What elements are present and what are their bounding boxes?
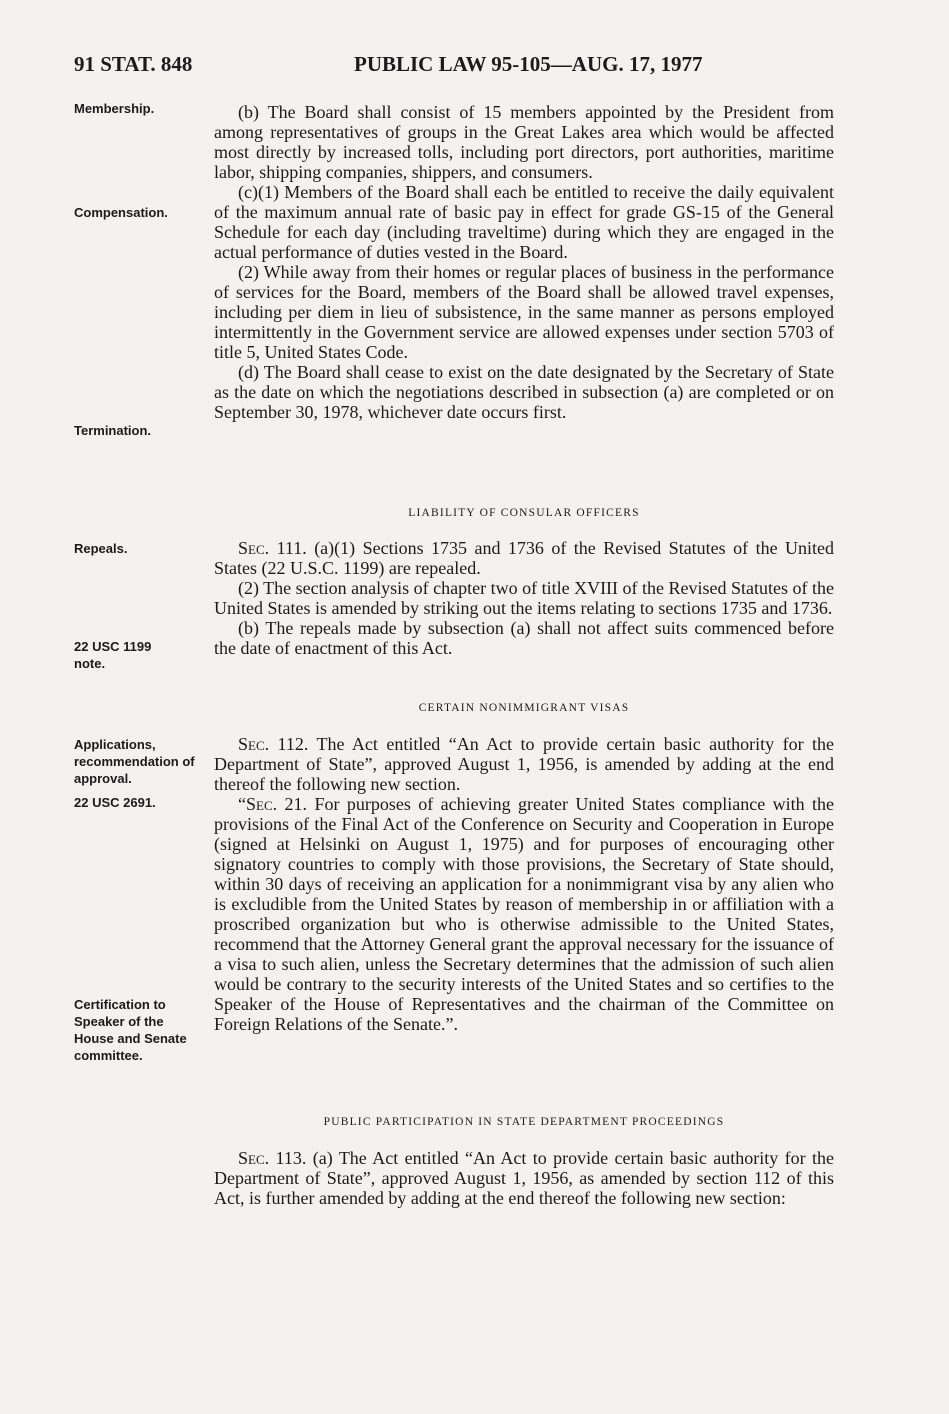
paragraph-b-board: (b) The Board shall consist of 15 members appointed by the President from among representatives of groups in the Great Lakes area which would be affected most directly by increased tolls, including port directors, port authorities, maritime labor, shipping companies, shippers, and consumers. [214, 102, 834, 182]
paragraph-c2: (2) While away from their homes or regular places of business in the performance of services for the Board, members of the Board shall be allowed travel expenses, including per diem in lieu of subsistence, in the same manner as persons employed intermittently in the Government service are allowed expenses under section 5703 of title 5, United States Code. [214, 262, 834, 362]
page-citation: 91 STAT. 848 [74, 52, 193, 76]
paragraph-sec21 [214, 794, 834, 1034]
sec21-text: For purposes of achieving greater United States compliance with the provisions of the Final Act of the Conference on Security and Cooperation in Europe (signed at Helsinki on August 1, 1975) and for purposes of encouraging other signatory countries to comply with those provisions, the Secretary of State should, within 30 days of receiving an application for a nonimmigrant visa by any alien who is excludible from the United States by reason of membership in or affiliation with a proscribed organization but who is otherwise admissible to the United States, recommend that the Attorney General grant the approval necessary for the issuance of a visa to such alien, unless the Secretary determines that the admission of such alien would be contrary to the security interests of the United States and so certifies to the Speaker of the House of Representatives and the chairman of the Committee on Foreign Relations of the Senate.”. [214, 794, 835, 1034]
margin-note-membership: Membership. [74, 101, 155, 116]
paragraph-sec113 [214, 1148, 834, 1208]
margin-note-compensation: Compensation. [74, 205, 168, 220]
paragraph-d: (d) The Board shall cease to exist on the date designated by the Secretary of State as the date on which the negotiations described in subsection (a) are completed or on September 30, 1978, whichever date occurs first. [214, 362, 834, 422]
law-title: PUBLIC LAW 95-105—AUG. 17, 1977 [354, 52, 703, 76]
paragraph-sec112 [214, 734, 834, 794]
paragraph-sec111-b: (b) The repeals made by subsection (a) shall not affect suits commenced before the date of enactment of this Act. [214, 618, 834, 658]
heading-public-participation: PUBLIC PARTICIPATION IN STATE DEPARTMENT PROCEEDINGS [323, 1116, 725, 1128]
board-provisions [214, 102, 834, 422]
margin-note-applications: Applications, recommendation of approval. [74, 737, 195, 786]
sec112-text: The Act entitled “An Act to provide certain basic authority for the Department of State”, approved August 1, 1956, is amended by adding at the end thereof the following new section. [214, 734, 834, 794]
margin-note-usc-2691: 22 USC 2691. [74, 795, 156, 810]
sec111-a-text: (a)(1) Sections 1735 and 1736 of the Revised Statutes of the United States (22 U.S.C. 1199) are repealed. [214, 538, 834, 578]
heading-consular-officers: LIABILITY OF CONSULAR OFFICERS [408, 507, 640, 519]
margin-note-repeals: Repeals. [74, 541, 128, 556]
sec111-label: Sec. 111. [238, 538, 307, 558]
paragraph-sec111-2: (2) The section analysis of chapter two of title XVIII of the Revised Statutes of the United States is amended by striking out the items relating to sections 1735 and 1736. [214, 578, 835, 618]
running-header [74, 52, 844, 82]
sec112-label: Sec. 112. [238, 734, 309, 754]
paragraph-sec111-a [214, 538, 834, 578]
section-113 [214, 1148, 834, 1208]
margin-note-usc-1199: 22 USC 1199 note. [74, 639, 152, 671]
heading-nonimmigrant-visas: CERTAIN NONIMMIGRANT VISAS [418, 702, 630, 714]
margin-note-certification: Certification to Speaker of the House and Senate committee. [74, 997, 187, 1063]
section-111 [214, 538, 834, 658]
sec113-label: Sec. 113. [238, 1148, 307, 1168]
paragraph-c1: (c)(1) Members of the Board shall each be entitled to receive the daily equivalent of the maximum annual rate of basic pay in effect for grade GS-15 of the General Schedule for each day (including traveltime) during which they are engaged in the actual performance of duties vested in the Board. [214, 182, 834, 262]
margin-note-termination: Termination. [74, 423, 152, 438]
sec113-text: (a) The Act entitled “An Act to provide certain basic authority for the Department of State”, approved August 1, 1956, as amended by section 112 of this Act, is further amended by adding at the end thereof the following new section: [214, 1148, 835, 1208]
section-112 [214, 734, 834, 1034]
sec21-label: “Sec. 21. [238, 794, 308, 814]
